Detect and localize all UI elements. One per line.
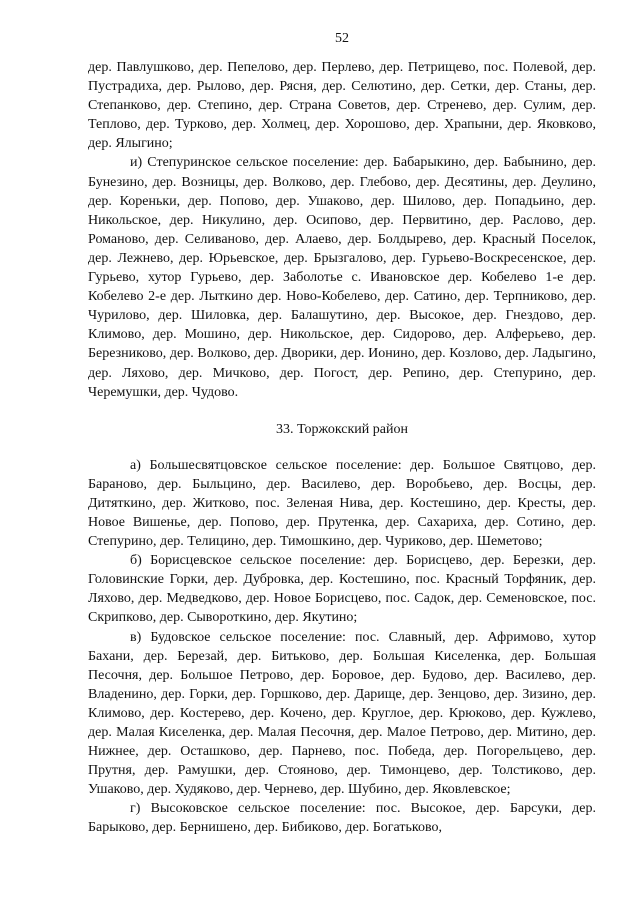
paragraph-section-i-continuation: дер. Павлушково, дер. Пепелово, дер. Перлево, дер. Петрищево, пос. Полевой, дер. Пустрадиха, дер. Рылово, дер. Рясня, дер. Селютино, дер. Сетки, дер. Станы, дер. Степанково, дер. Степино, дер. Страна Советов, дер. Стренево, дер. Сулим, дер. Теплово, дер. Турково, дер. Холмец, дер. Хорошово, дер. Храпыни, дер. Яковково, дер. Ялыгино;	[88, 60, 596, 152]
paragraph-section-g: г) Высоковское сельское поселение: пос. Высокое, дер. Барсуки, дер. Барыково, дер. Бернишено, дер. Бибиково, дер. Богатьково,	[88, 801, 596, 836]
paragraph-section-b: б) Борисцевское сельское поселение: дер. Борисцево, дер. Березки, дер. Головинские Горки, дер. Дубровка, дер. Костешино, пос. Красный Торфяник, дер. Ляхово, дер. Медведково, дер. Новое Борисцево, пос. Садок, дер. Семеновское, пос. Скрипково, дер. Сывороткино, дер. Якутино;	[88, 553, 596, 626]
paragraph-section-a: а) Большесвятцовское сельское поселение: дер. Большое Святцово, дер. Бараново, дер. Быльцино, дер. Василево, дер. Воробьево, дер. Восцы, дер. Дитяткино, дер. Житково, пос. Зеленая Нива, дер. Костешино, дер. Кресты, дер. Новое Вишенье, дер. Попово, дер. Прутенка, дер. Сахариха, дер. Сотино, дер. Степурино, дер. Телицино, дер. Тимошкино, дер. Чуриково, дер. Шеметово;	[88, 457, 596, 550]
document-body	[88, 58, 596, 838]
page-number: 52	[335, 31, 349, 46]
section-heading: 33. Торжокский район	[276, 421, 408, 437]
paragraph-section-i: и) Степуринское сельское поселение: дер. Бабарыкино, дер. Бабынино, дер. Бунезино, дер. Возницы, дер. Волково, дер. Глебово, дер. Десятины, дер. Деулино, дер. Кореньки, дер. Попово, дер. Ушаково, дер. Шилово, дер. Попадьино, дер. Никольское, дер. Никулино, дер. Осипово, дер. Первитино, дер. Раслово, дер. Романово, дер. Селиваново, дер. Алаево, дер. Болдырево, дер. Красный Поселок, дер. Лежнево, дер. Юрьевское, дер. Брызгалово, дер. Гурьево-Воскресенское, дер. Гурьево, хутор Гурьево, дер. Заболотье с. Ивановское дер. Кобелево 1-е дер. Кобелево 2-е дер. Лыткино дер. Ново-Кобелево, дер. Сатино, дер. Терпниково, дер. Чурилово, дер. Шиловка, дер. Балашутино, дер. Высокое, дер. Гнездово, дер. Климово, дер. Мошино, дер. Никольское, дер. Сидорово, дер. Алферьево, дер. Березниково, дер. Волково, дер. Дворики, дер. Ионино, дер. Козлово, дер. Ладыгино, дер. Ляхово, дер. Мичково, дер. Погост, дер. Репино, дер. Степурино, дер. Черемушки, дер. Чудово.	[88, 155, 596, 400]
paragraph-section-v: в) Будовское сельское поселение: пос. Славный, дер. Афримово, хутор Бахани, дер. Березай, дер. Битьково, дер. Большая Киселенка, дер. Большая Песочня, дер. Большое Петрово, дер. Боровое, дер. Будово, дер. Василево, дер. Владенино, дер. Горки, дер. Горшково, дер. Дарище, дер. Зенцово, дер. Зизино, дер. Климово, дер. Костерево, дер. Кочено, дер. Круглое, дер. Крюково, дер. Кужлево, дер. Малая Киселенка, дер. Малая Песочня, дер. Малое Петрово, дер. Митино, дер. Нижнее, дер. Осташково, дер. Парнево, пос. Победа, дер. Погорельцево, дер. Прутня, дер. Рамушки, дер. Стояново, дер. Тимонцево, дер. Толстиково, дер. Ушаково, дер. Худяково, дер. Чернево, дер. Шубино, дер. Яковлевское;	[88, 629, 596, 798]
document-page	[88, 30, 596, 838]
